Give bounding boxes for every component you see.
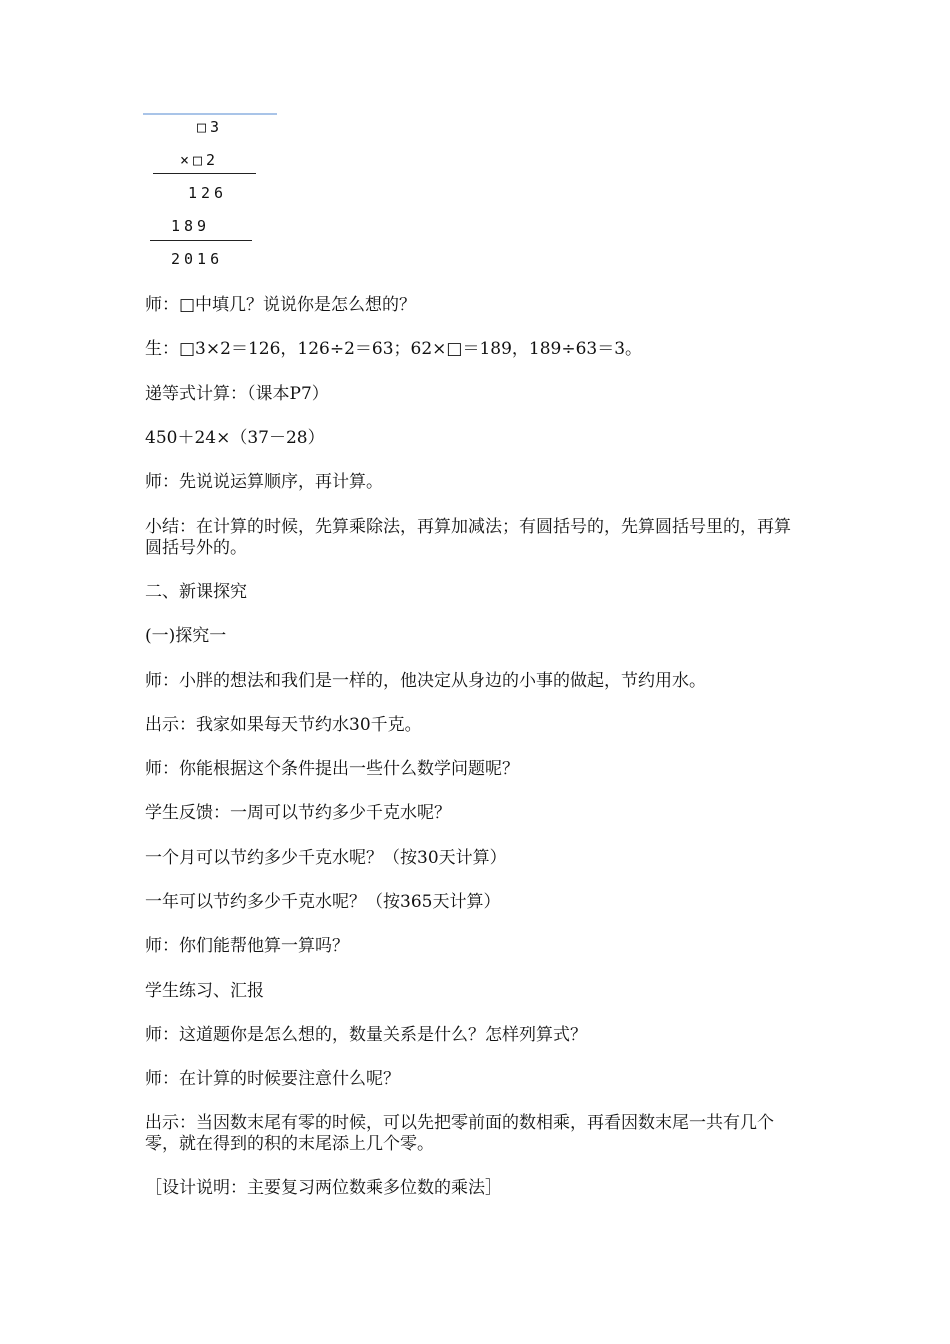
- student-feedback: 学生反馈：一周可以节约多少千克水呢？: [145, 803, 451, 823]
- teacher-attention-question: 师：在计算的时候要注意什么呢？: [145, 1069, 400, 1089]
- student-practice: 学生练习、汇报: [145, 981, 264, 1001]
- sum-line: [150, 240, 252, 241]
- teacher-story: 师：小胖的想法和我们是一样的，他决定从身边的小事的做起，节约用水。: [145, 671, 706, 691]
- multiplier: ×□2: [180, 151, 220, 169]
- month-question: 一个月可以节约多少千克水呢？（按30天计算）: [145, 848, 507, 868]
- display-rule: 出示：当因数末尾有零的时候，可以先把零前面的数相乘，再看因数末尾一共有几个零，就在得到的积的末尾添上几个零。: [145, 1113, 774, 1154]
- summary: 小结：在计算的时候，先算乘除法，再算加减法；有圆括号的，先算圆括号里的，再算圆括号外的。: [145, 517, 791, 558]
- display-condition: 出示：我家如果每天节约水30千克。: [145, 715, 422, 735]
- multiplicand: □3: [197, 118, 224, 136]
- student-answer: 生：□3×2＝126，126÷2＝63；62×□＝189，189÷63＝3。: [145, 339, 643, 359]
- vertical-multiplication: [140, 110, 280, 280]
- teacher-relation-question: 师：这道题你是怎么想的，数量关系是什么？怎样列算式？: [145, 1025, 587, 1045]
- product: 2016: [171, 250, 224, 268]
- teacher-order-prompt: 师：先说说运算顺序，再计算。: [145, 472, 383, 492]
- teacher-question-problems: 师：你能根据这个条件提出一些什么数学问题呢？: [145, 759, 519, 779]
- multiplication-line: [153, 173, 256, 174]
- partial-product-2: 189: [171, 217, 211, 235]
- section-heading: 二、新课探究: [145, 582, 247, 602]
- year-question: 一年可以节约多少千克水呢？（按365天计算）: [145, 892, 501, 912]
- teacher-help-prompt: 师：你们能帮他算一算吗？: [145, 936, 349, 956]
- subsection-heading: (一)探究一: [145, 626, 227, 646]
- partial-product-1: 126: [188, 184, 228, 202]
- teacher-question-fill: 师：□中填几？说说你是怎么想的？: [145, 295, 417, 315]
- exercise-heading: 递等式计算：（课本P7）: [145, 384, 329, 404]
- design-note: ［设计说明：主要复习两位数乘多位数的乘法］: [145, 1178, 502, 1198]
- exercise-expression: 450＋24×（37－28）: [145, 428, 325, 448]
